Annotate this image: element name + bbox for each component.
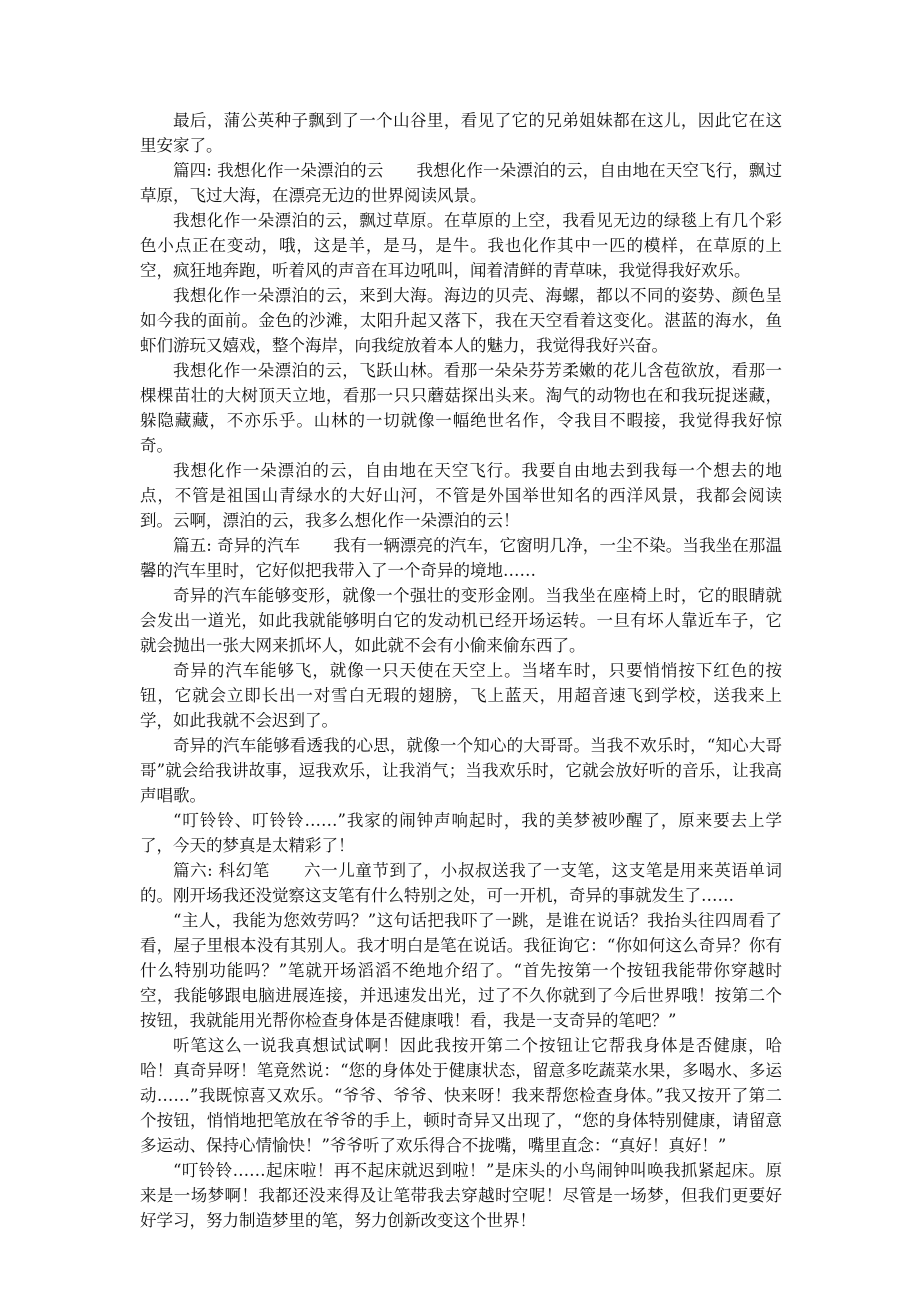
paragraph-3: 我想化作一朵漂泊的云，飘过草原。在草原的上空，我看见无边的绿毯上有几个彩色小点正在变动，哦，这是羊，是马，是牛。我也化作其中一匹的模样，在草原的上空，疯狂地奔跑，听着风的声音在耳边吼叫，闻着清鲜的青草味，我觉得我好欢乐。 bbox=[140, 211, 782, 280]
paragraph-5: 我想化作一朵漂泊的云，飞跃山林。看那一朵朵芬芳柔嫩的花儿含苞欲放，看那一棵棵苗壮的大树顶天立地，看那一只只蘑菇探出头来。淘气的动物也在和我玩捉迷藏，躲隐藏藏，不亦乐乎。山林的一切就像一幅绝世名作，令我目不暇接，我觉得我好惊奇。 bbox=[140, 361, 782, 455]
paragraph-1: 最后，蒲公英种子飘到了一个山谷里，看见了它的兄弟姐妹都在这儿，因此它在这里安家了。 bbox=[140, 111, 782, 155]
paragraph-7-essay-five-title: 篇五: 奇异的汽车 我有一辆漂亮的汽车，它窗明几净，一尘不染。当我坐在那温馨的汽车里时，它好似把我带入了一个奇异的境地…… bbox=[140, 536, 782, 580]
paragraph-4: 我想化作一朵漂泊的云，来到大海。海边的贝壳、海螺，都以不同的姿势、颜色呈如今我的面前。金色的沙滩，太阳升起又落下，我在天空看着这变化。湛蓝的海水，鱼虾们游玩又嬉戏，整个海岸，向我绽放着本人的魅力，我觉得我好兴奋。 bbox=[140, 286, 782, 355]
paragraph-13: “主人，我能为您效劳吗？”这句话把我吓了一跳，是谁在说话？我抬头往四周看了看，屋子里根本没有其别人。我才明白是笔在说话。我征询它：“你如何这么奇异？你有什么特别功能吗？”笔就开场滔滔不绝地介绍了。“首先按第一个按钮我能带你穿越时空，我能够跟电脑进展连接，并迅速发出光，过了不久你就到了今后世界哦！按第二个按钮，我就能用光帮你检查身体是否健康哦！看，我是一支奇异的笔吧？” bbox=[140, 911, 782, 1030]
paragraph-15: “叮铃铃……起床啦！再不起床就迟到啦！”是床头的小鸟闹钟叫唤我抓紧起床。原来是一场梦啊！我都还没来得及让笔带我去穿越时空呢！尽管是一场梦，但我们更要好好学习，努力制造梦里的笔，努力创新改变这个世界！ bbox=[140, 1161, 782, 1230]
paragraph-6: 我想化作一朵漂泊的云，自由地在天空飞行。我要自由地去到我每一个想去的地点，不管是祖国山青绿水的大好山河，不管是外国举世知名的西洋风景，我都会阅读到。云啊，漂泊的云，我多么想化作一朵漂泊的云！ bbox=[140, 461, 782, 530]
paragraph-11: “叮铃铃、叮铃铃……”我家的闹钟声响起时，我的美梦被吵醒了，原来要去上学了，今天的梦真是太精彩了！ bbox=[140, 811, 782, 855]
paragraph-9: 奇异的汽车能够飞，就像一只天使在天空上。当堵车时，只要悄悄按下红色的按钮，它就会立即长出一对雪白无瑕的翅膀，飞上蓝天，用超音速飞到学校，送我来上学，如此我就不会迟到了。 bbox=[140, 661, 782, 730]
document-body bbox=[140, 108, 782, 1233]
paragraph-10: 奇异的汽车能够看透我的心思，就像一个知心的大哥哥。当我不欢乐时，“知心大哥哥”就会给我讲故事，逗我欢乐，让我消气；当我欢乐时，它就会放好听的音乐，让我高声唱歌。 bbox=[140, 736, 782, 805]
paragraph-2-essay-four-title: 篇四: 我想化作一朵漂泊的云 我想化作一朵漂泊的云，自由地在天空飞行，飘过草原，飞过大海，在漂亮无边的世界阅读风景。 bbox=[140, 161, 782, 205]
paragraph-14: 听笔这么一说我真想试试啊！因此我按开第二个按钮让它帮我身体是否健康，哈哈！真奇异呀！笔竟然说：“您的身体处于健康状态，留意多吃蔬菜水果，多喝水、多运动……”我既惊喜又欢乐。“爷爷、爷爷、快来呀！我来帮您检查身体。”我又按开了第二个按钮，悄悄地把笔放在爷爷的手上，顿时奇异又出现了，“您的身体特别健康，请留意多运动、保持心情愉快！”爷爷听了欢乐得合不拢嘴，嘴里直念：“真好！真好！” bbox=[140, 1036, 782, 1155]
paragraph-8: 奇异的汽车能够变形，就像一个强壮的变形金刚。当我坐在座椅上时，它的眼睛就会发出一道光，如此我就能够明白它的发动机已经开场运转。一旦有坏人靠近车子，它就会抛出一张大网来抓坏人，如此就不会有小偷来偷东西了。 bbox=[140, 586, 782, 655]
paragraph-12-essay-six-title: 篇六: 科幻笔 六一儿童节到了，小叔叔送我了一支笔，这支笔是用来英语单词的。刚开场我还没觉察这支笔有什么特别之处，可一开机，奇异的事就发生了…… bbox=[140, 861, 782, 905]
